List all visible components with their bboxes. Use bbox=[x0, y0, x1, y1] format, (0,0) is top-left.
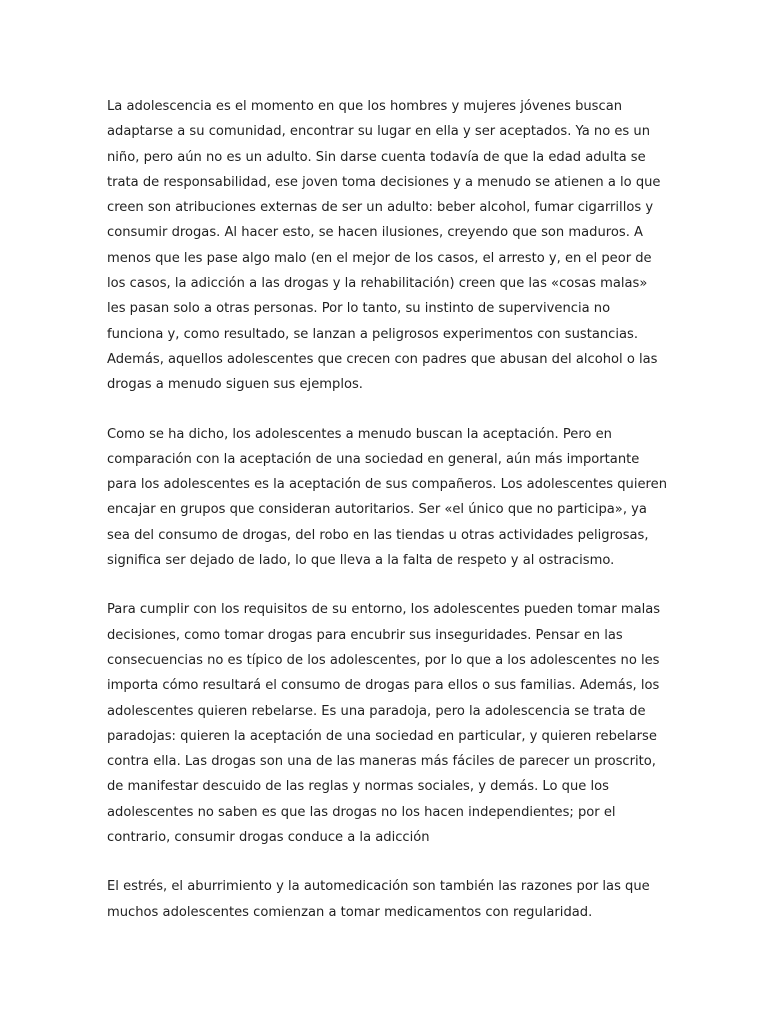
paragraph: El estrés, el aburrimiento y la automedicación son también las razones por las que muchos adolescentes comienzan a tomar medicamentos con regularidad. bbox=[107, 879, 650, 920]
paragraph: La adolescencia es el momento en que los hombres y mujeres jóvenes buscan adaptarse a su comunidad, encontrar su lugar en ella y ser aceptados. Ya no es un niño, pero aún no es un adulto. Sin darse cuenta todavía de que la edad adulta se trata de responsabilidad, ese joven toma decisiones y a menudo se atienen a lo que creen son atribuciones externas de ser un adulto: beber alcohol, fumar cigarrillos y consumir drogas. Al hacer esto, se hacen ilusiones, creyendo que son maduros. A menos que les pase algo malo (en el mejor de los casos, el arresto y, en el peor de los casos, la adicción a las drogas y la rehabilitación) creen que las «cosas malas» les pasan solo a otras personas. Por lo tanto, su instinto de supervivencia no funciona y, como resultado, se lanzan a peligrosos experimentos con sustancias. Además, aquellos adolescentes que crecen con padres que abusan del alcohol o las drogas a menudo siguen sus ejemplos. bbox=[107, 99, 661, 393]
paragraph: Como se ha dicho, los adolescentes a menudo buscan la aceptación. Pero en comparación con la aceptación de una sociedad en general, aún más importante para los adolescentes es la aceptación de sus compañeros. Los adolescentes quieren encajar en grupos que consideran autoritarios. Ser «el único que no participa», ya sea del consumo de drogas, del robo en las tiendas u otras actividades peligrosas, significa ser dejado de lado, lo que lleva a la falta de respeto y al ostracismo. bbox=[107, 426, 667, 569]
paragraph: Para cumplir con los requisitos de su entorno, los adolescentes pueden tomar malas decisiones, como tomar drogas para encubrir sus inseguridades. Pensar en las consecuencias no es típico de los adolescentes, por lo que a los adolescentes no les importa cómo resultará el consumo de drogas para ellos o sus familias. Además, los adolescentes quieren rebelarse. Es una paradoja, pero la adolescencia se trata de paradojas: quieren la aceptación de una sociedad en particular, y quieren rebelarse contra ella. Las drogas son una de las maneras más fáciles de parecer un proscrito, de manifestar descuido de las reglas y normas sociales, y demás. Lo que los adolescentes no saben es que las drogas no los hacen independientes; por el contrario, consumir drogas conduce a la adicción bbox=[107, 602, 661, 846]
document-body bbox=[107, 94, 667, 949]
